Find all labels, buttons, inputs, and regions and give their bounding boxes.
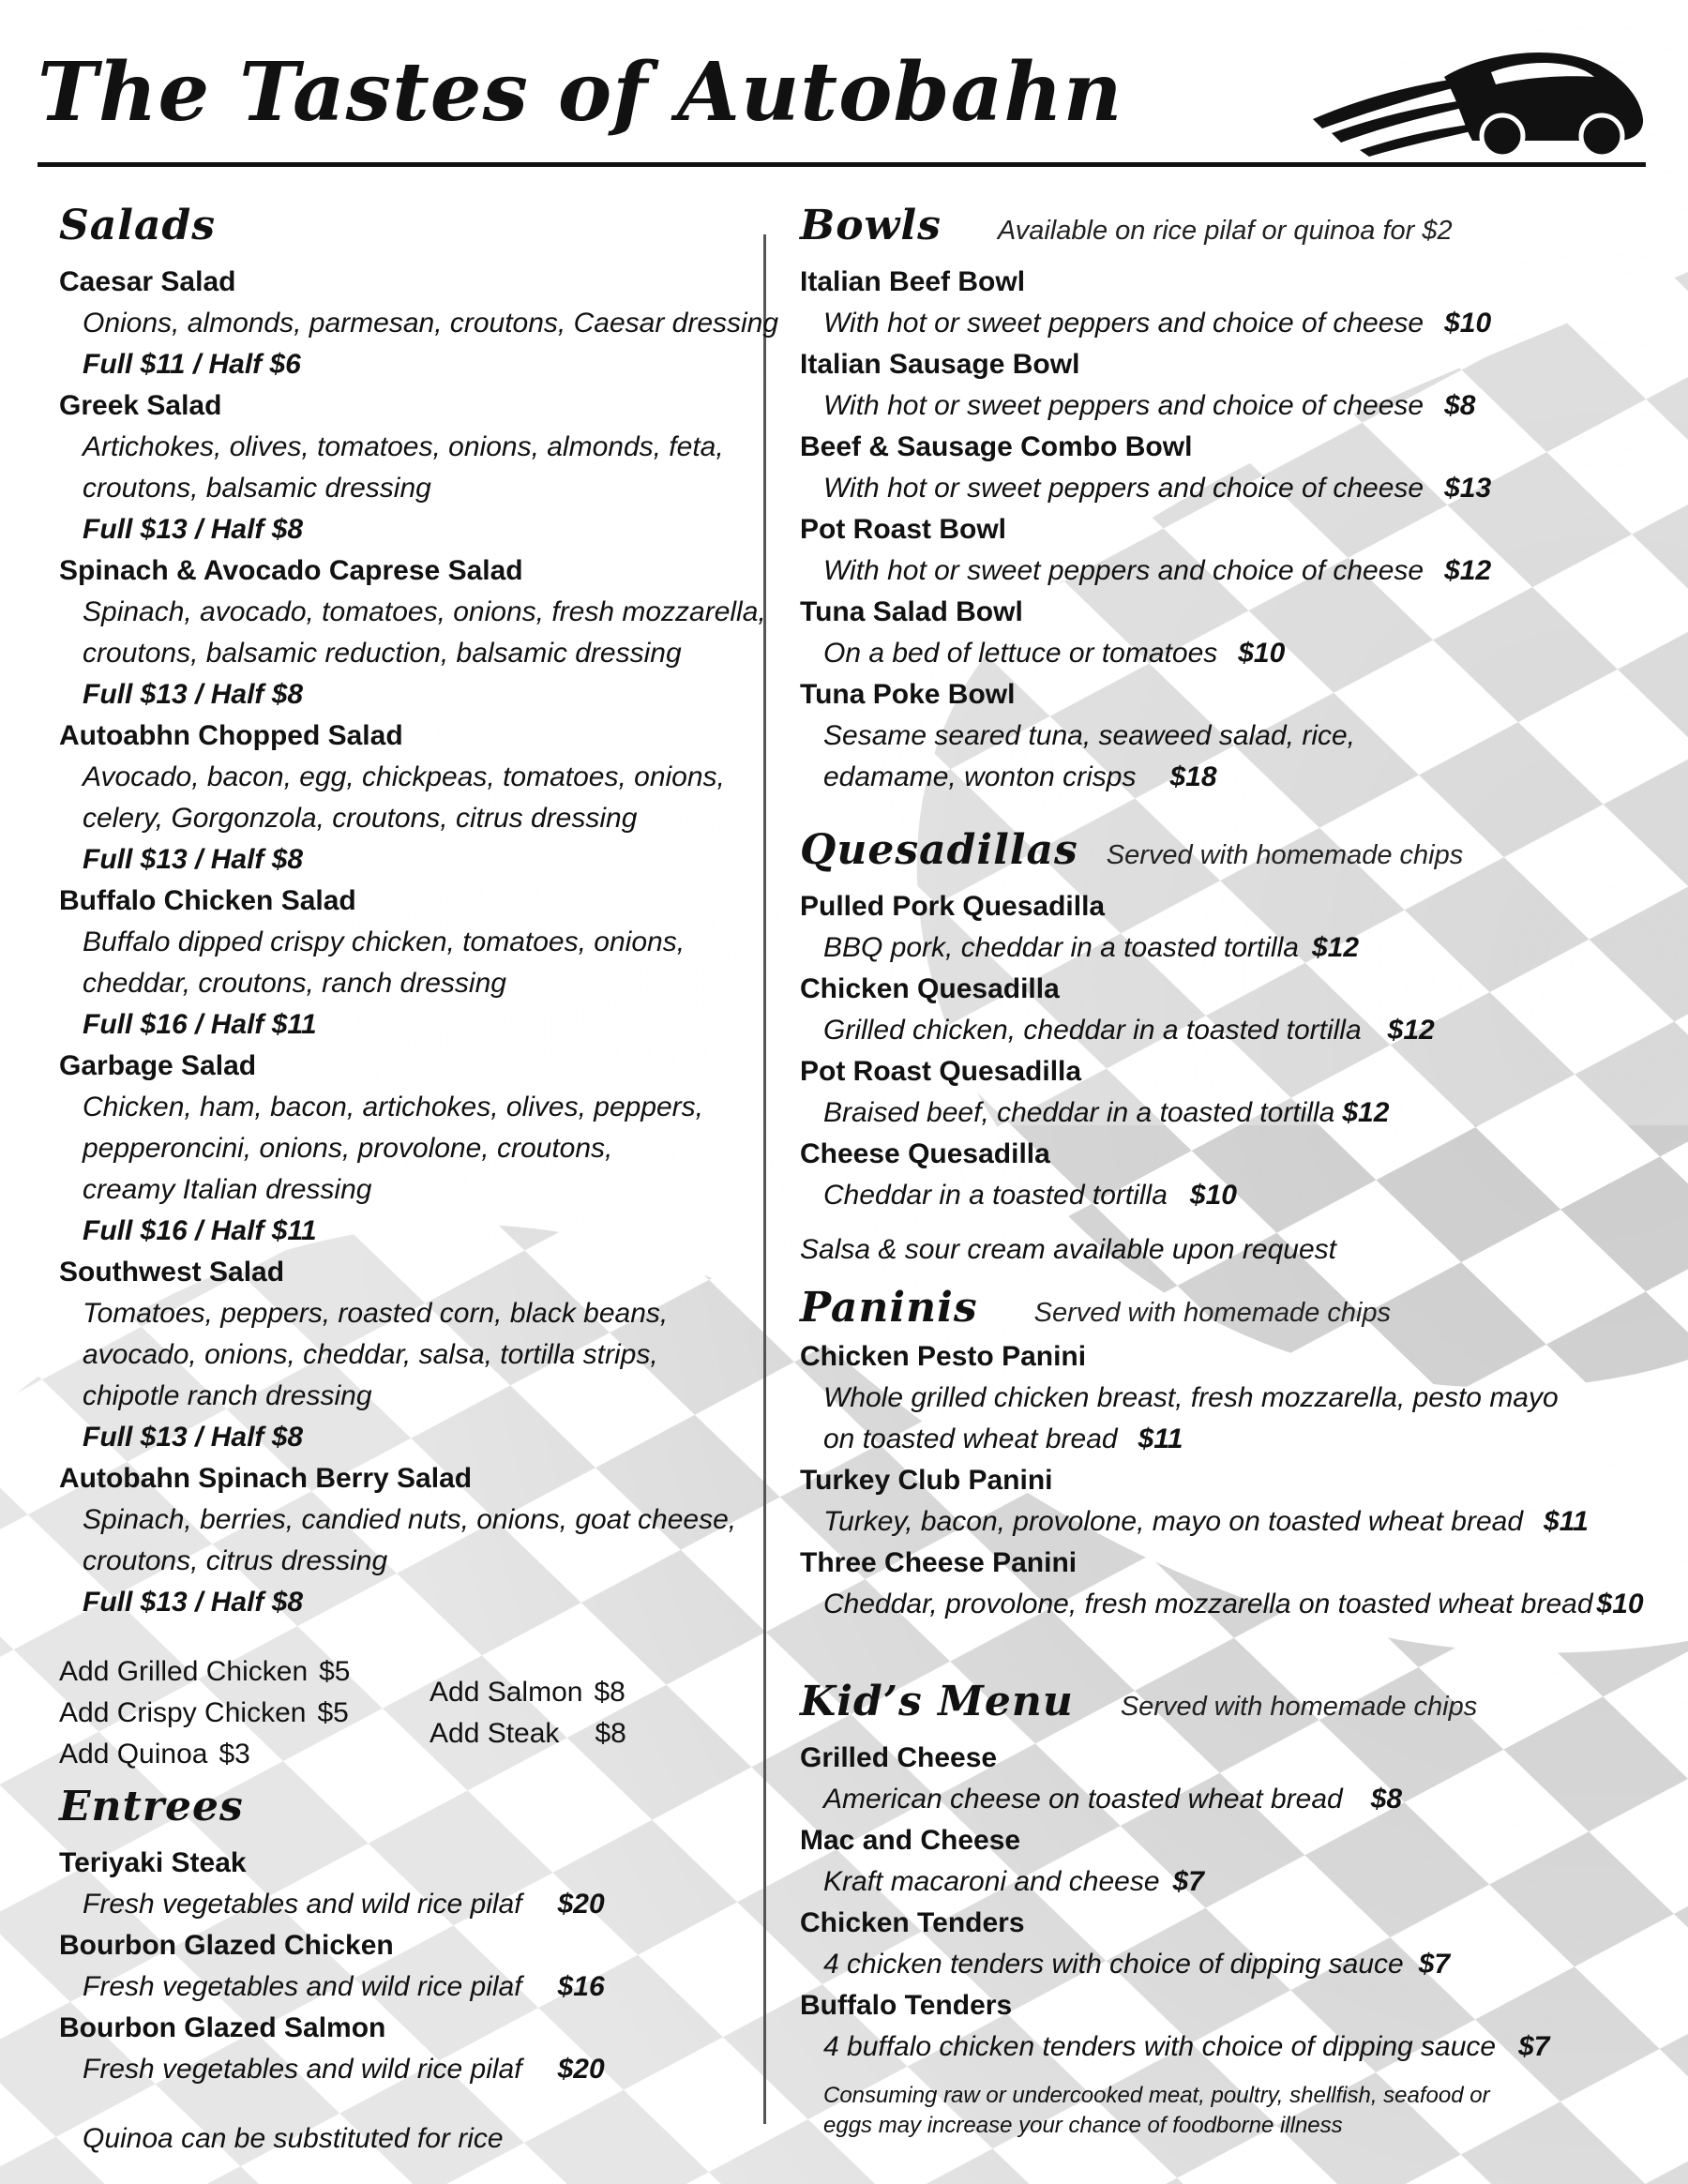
item-name: Southwest Salad (59, 1257, 285, 1288)
food-safety-disclaimer-line-2: eggs may increase your chance of foodborne illness (823, 2113, 1343, 2138)
addon-label: Add Steak (430, 1718, 560, 1749)
item-price: Full $13 / Half $8 (83, 844, 304, 875)
item-price: Full $13 / Half $8 (83, 1422, 304, 1453)
item-name: Chicken Quesadilla (800, 973, 1060, 1004)
item-description: Whole grilled chicken breast, fresh mozzarella, pesto mayo (823, 1382, 1559, 1413)
item-description: Spinach, avocado, tomatoes, onions, fresh mozzarella, (83, 596, 766, 627)
menu-item (59, 385, 753, 550)
item-description: Tomatoes, peppers, roasted corn, black beans, (83, 1298, 669, 1329)
quesadillas-footer: Salsa & sour cream available upon request (800, 1234, 1336, 1265)
item-description: croutons, balsamic dressing (83, 473, 431, 504)
item-name: Chicken Tenders (800, 1907, 1025, 1938)
item-price: $7 (1518, 2031, 1550, 2062)
item-description: Artichokes, olives, tomatoes, onions, almonds, feta, (83, 431, 724, 462)
menu-title: The Tastes of Autobahn (38, 45, 1123, 140)
item-description (800, 1092, 1644, 1134)
item-desc-text: Cheddar, provolone, fresh mozzarella on toasted wheat bread (823, 1589, 1593, 1619)
left-column (59, 202, 779, 2160)
item-description: avocado, onions, cheddar, salsa, tortilla strips, (83, 1339, 658, 1370)
column-divider (763, 234, 766, 2124)
item-price: $12 (1444, 555, 1492, 586)
item-name: Autobahn Spinach Berry Salad (59, 1463, 473, 1494)
item-price: $11 (1138, 1423, 1183, 1454)
quesadillas-note: Served with homemade chips (1106, 840, 1464, 870)
kids-menu-title: Kid’s Menu (800, 1678, 1074, 1725)
addon-price: $8 (595, 1718, 626, 1749)
addon-item (430, 1672, 626, 1713)
addon-price: $8 (594, 1677, 625, 1708)
item-description: creamy Italian dressing (83, 1174, 372, 1205)
item-price: $10 (1189, 1180, 1237, 1211)
bowls-title: Bowls (800, 202, 942, 249)
item-price: Full $16 / Half $11 (83, 1009, 317, 1040)
item-description: Sesame seared tuna, seaweed salad, rice, (823, 720, 1355, 751)
entrees-header (59, 1783, 753, 1843)
item-description (800, 1861, 1644, 1903)
item-desc-text: Cheddar in a toasted tortilla (823, 1180, 1168, 1211)
item-desc-text: With hot or sweet peppers and choice of cheese (823, 390, 1424, 421)
item-price: Full $16 / Half $11 (83, 1215, 317, 1246)
item-price: $10 (1444, 308, 1492, 339)
item-price: Full $13 / Half $8 (83, 514, 304, 545)
item-desc-text: Fresh vegetables and wild rice pilaf (83, 1889, 522, 1920)
item-price: $16 (557, 1971, 605, 2002)
menu-item (59, 550, 766, 715)
item-name: Pot Roast Quesadilla (800, 1056, 1082, 1087)
menu-item (59, 1046, 753, 1252)
item-name: Pulled Pork Quesadilla (800, 891, 1106, 922)
item-name: Bourbon Glazed Chicken (59, 1930, 394, 1961)
item-name: Beef & Sausage Combo Bowl (800, 431, 1193, 462)
item-desc-text: Fresh vegetables and wild rice pilaf (83, 2054, 522, 2085)
item-description (800, 385, 1644, 427)
item-description (800, 1175, 1644, 1216)
item-price: $13 (1444, 473, 1492, 504)
item-description: croutons, balsamic reduction, balsamic dressing (83, 638, 682, 669)
salads-title: Salads (59, 202, 217, 249)
item-name: Mac and Cheese (800, 1825, 1021, 1856)
item-price: $12 (1311, 932, 1360, 963)
addon-label: Add Crispy Chicken (59, 1697, 307, 1728)
item-description: cheddar, croutons, ranch dressing (83, 968, 506, 999)
item-price: $12 (1387, 1015, 1435, 1046)
item-price: $11 (1544, 1506, 1589, 1537)
quesadillas-title: Quesadillas (800, 826, 1078, 874)
item-name: Garbage Salad (59, 1050, 257, 1081)
item-desc-text: Kraft macaroni and cheese (823, 1866, 1160, 1897)
item-name: Grilled Cheese (800, 1742, 998, 1773)
item-name: Chicken Pesto Panini (800, 1341, 1087, 1372)
addon-price: $3 (219, 1739, 250, 1770)
menu-item (800, 674, 1644, 798)
menu-item (59, 1458, 753, 1623)
item-name: Cheese Quesadilla (800, 1138, 1050, 1169)
item-description (800, 2026, 1644, 2068)
item-price: $7 (1418, 1949, 1451, 1980)
menu-item (800, 1051, 1644, 1134)
menu-item (800, 1134, 1644, 1216)
item-description (800, 1779, 1644, 1820)
item-name: Three Cheese Panini (800, 1547, 1078, 1578)
addon-item (59, 1651, 351, 1693)
item-desc-text: Braised beef, cheddar in a toasted tortilla (823, 1097, 1335, 1128)
entrees-note: Quinoa can be substituted for rice (83, 2123, 504, 2154)
quesadillas-header (800, 826, 1644, 886)
item-desc-text: With hot or sweet peppers and choice of cheese (823, 473, 1424, 504)
menu-item (800, 1460, 1644, 1543)
item-desc-text: Fresh vegetables and wild rice pilaf (83, 1971, 522, 2002)
paninis-note: Served with homemade chips (1033, 1298, 1392, 1328)
item-description (800, 1419, 1644, 1460)
menu-item (59, 881, 753, 1046)
menu-item (59, 1925, 753, 2008)
item-description: chipotle ranch dressing (83, 1380, 372, 1411)
addons-group-b (430, 1672, 626, 1755)
addon-label: Add Grilled Chicken (59, 1656, 309, 1687)
item-description: Chicken, ham, bacon, artichokes, olives, peppers, (83, 1092, 704, 1122)
item-price: Full $13 / Half $8 (83, 679, 304, 710)
item-description: Spinach, berries, candied nuts, onions, goat cheese, (83, 1504, 737, 1535)
menu-item (59, 1252, 753, 1458)
bowls-header (800, 202, 1644, 262)
item-description (800, 757, 1644, 798)
paninis-header (800, 1284, 1644, 1336)
menu-item (59, 715, 753, 881)
item-name: Pot Roast Bowl (800, 514, 1007, 545)
menu-item (59, 1843, 753, 1925)
food-safety-disclaimer-line-1: Consuming raw or undercooked meat, poultry, shellfish, seafood or (823, 2083, 1490, 2108)
item-name: Tuna Salad Bowl (800, 596, 1023, 627)
salads-header (59, 202, 753, 262)
menu-item (800, 886, 1644, 969)
kids-menu-note: Served with homemade chips (1120, 1692, 1478, 1722)
menu-item (800, 1543, 1644, 1625)
menu-item (800, 509, 1644, 592)
item-desc-text: American cheese on toasted wheat bread (823, 1784, 1343, 1815)
item-desc-text: BBQ pork, cheddar in a toasted tortilla (823, 932, 1299, 963)
addon-item (430, 1713, 626, 1755)
item-description: Avocado, bacon, egg, chickpeas, tomatoes, onions, (83, 761, 725, 792)
menu-item (800, 1336, 1644, 1460)
item-name: Teriyaki Steak (59, 1847, 247, 1878)
addon-item (59, 1734, 351, 1775)
item-desc-text: On a bed of lettuce or tomatoes (823, 638, 1218, 669)
item-price: $18 (1169, 761, 1217, 792)
item-description (59, 1884, 753, 1925)
addon-label: Add Salmon (430, 1677, 583, 1708)
item-name: Caesar Salad (59, 266, 236, 297)
item-price: $8 (1444, 390, 1476, 421)
item-name: Buffalo Tenders (800, 1990, 1013, 2021)
item-description (800, 550, 1644, 592)
item-price: $12 (1342, 1097, 1390, 1128)
menu-item (800, 262, 1644, 344)
right-column (800, 202, 1644, 2141)
menu-item (800, 1738, 1644, 1820)
menu-item (800, 427, 1644, 509)
item-name: Spinach & Avocado Caprese Salad (59, 555, 523, 586)
item-price: Full $13 / Half $8 (83, 1587, 304, 1618)
menu-item (800, 969, 1644, 1051)
item-description: celery, Gorgonzola, croutons, citrus dressing (83, 803, 638, 834)
item-desc-text: Grilled chicken, cheddar in a toasted tortilla (823, 1015, 1362, 1046)
item-description (800, 633, 1644, 674)
item-name: Bourbon Glazed Salmon (59, 2012, 386, 2043)
item-desc-text: Turkey, bacon, provolone, mayo on toasted wheat bread (823, 1506, 1524, 1537)
item-description (800, 1501, 1644, 1543)
item-desc-text: 4 buffalo chicken tenders with choice of dipping sauce (823, 2031, 1497, 2062)
item-name: Turkey Club Panini (800, 1465, 1053, 1496)
item-description: pepperoncini, onions, provolone, croutons, (83, 1133, 613, 1164)
item-description: Buffalo dipped crispy chicken, tomatoes, onions, (83, 926, 686, 957)
menu-item (59, 2008, 753, 2090)
salad-addons (59, 1651, 753, 1783)
menu-item (800, 1985, 1644, 2068)
item-price: $7 (1172, 1866, 1204, 1897)
menu-item (800, 1820, 1644, 1903)
addons-group-a (59, 1651, 351, 1775)
item-description (59, 2049, 753, 2090)
item-name: Tuna Poke Bowl (800, 679, 1016, 710)
paninis-title: Paninis (800, 1284, 978, 1332)
entrees-title: Entrees (59, 1783, 244, 1830)
item-desc-text: With hot or sweet peppers and choice of cheese (823, 308, 1424, 339)
item-price: $10 (1596, 1589, 1644, 1619)
menu-item (59, 262, 779, 385)
addon-item (59, 1693, 351, 1734)
item-name: Autoabhn Chopped Salad (59, 720, 403, 751)
item-description (800, 1010, 1644, 1051)
menu-item (800, 1903, 1644, 1985)
addon-price: $5 (317, 1697, 349, 1728)
kids-menu-header (800, 1678, 1644, 1738)
item-price: Full $11 / Half $6 (83, 349, 301, 380)
item-description (800, 468, 1644, 509)
title-rule (38, 162, 1646, 167)
item-desc-text: on toasted wheat bread (823, 1423, 1118, 1454)
menu-item (800, 592, 1644, 674)
item-desc-text: With hot or sweet peppers and choice of cheese (823, 555, 1424, 586)
item-name: Buffalo Chicken Salad (59, 885, 356, 916)
bowls-note: Available on rice pilaf or quinoa for $2 (997, 216, 1453, 246)
item-desc-text: 4 chicken tenders with choice of dipping sauce (823, 1949, 1404, 1980)
race-car-icon (1304, 39, 1650, 161)
item-description (800, 1584, 1644, 1625)
item-description (800, 1944, 1644, 1985)
item-description: croutons, citrus dressing (83, 1545, 388, 1576)
addon-price: $5 (319, 1656, 351, 1687)
item-description (800, 303, 1644, 344)
item-description: Onions, almonds, parmesan, croutons, Caesar dressing (83, 308, 779, 339)
item-desc-text: edamame, wonton crisps (823, 761, 1137, 792)
item-name: Italian Beef Bowl (800, 266, 1026, 297)
item-price: $20 (557, 1889, 605, 1920)
item-description (59, 1966, 753, 2008)
addon-label: Add Quinoa (59, 1739, 208, 1770)
item-price: $8 (1370, 1784, 1403, 1815)
item-price: $10 (1238, 638, 1286, 669)
item-price: $20 (557, 2054, 605, 2085)
item-description (800, 927, 1644, 969)
item-name: Italian Sausage Bowl (800, 349, 1080, 380)
item-name: Greek Salad (59, 390, 222, 421)
menu-item (800, 344, 1644, 427)
